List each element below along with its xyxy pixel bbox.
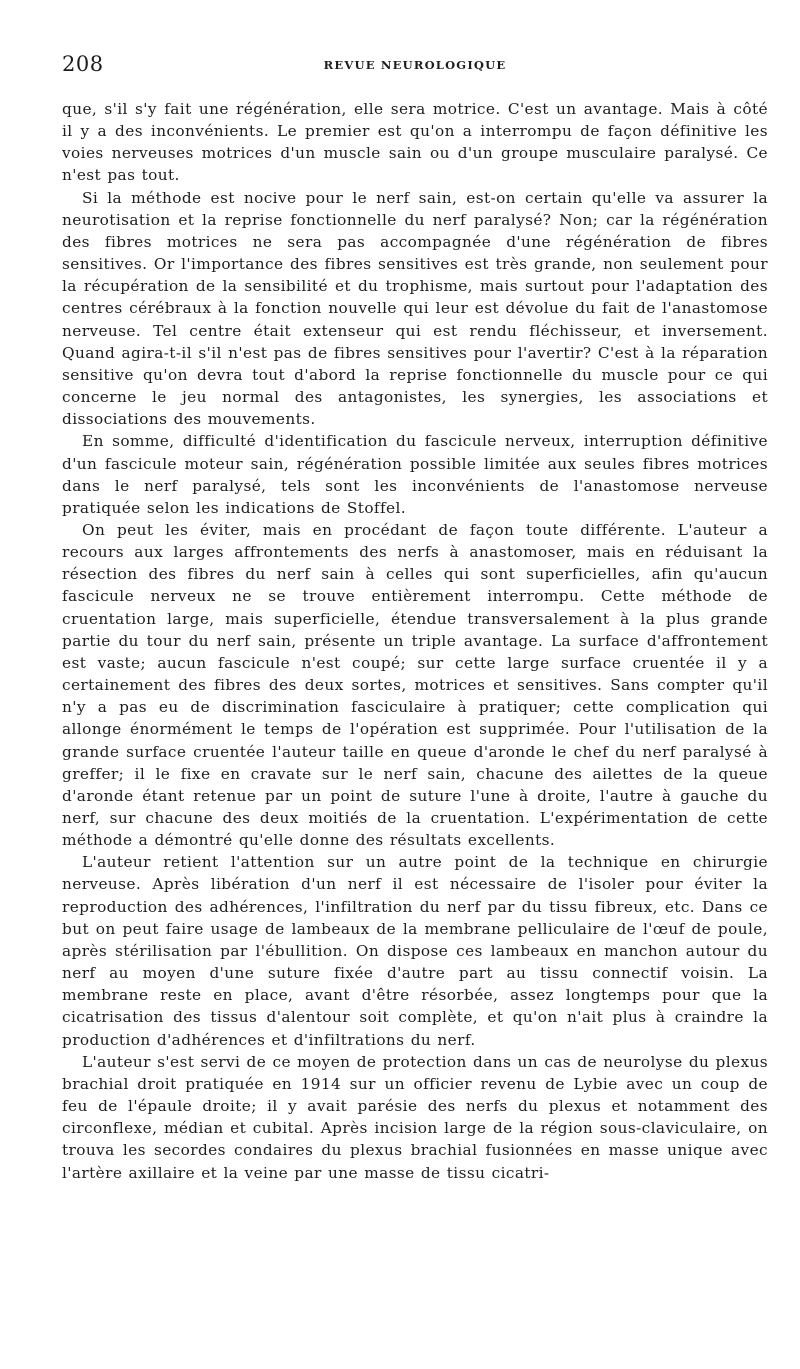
paragraph: L'auteur s'est servi de ce moyen de protection dans un cas de neurolyse du plexus brachial droit pratiquée en 1914 sur un officier revenu de Lybie avec un coup de feu de l'épaule droite; il y avait parésie des nerfs du plexus et notamment des circonflexe, médian et cubital. Après incision large de la région sous-claviculaire, on trouva les secordes condaires du plexus brachial fusionnées en masse unique avec l'artère axillaire et la veine par une masse de tissu cicatri- <box>62 1052 768 1182</box>
paragraph-continued: que, s'il s'y fait une régénération, elle sera motrice. C'est un avantage. Mais à côté il y a des inconvénients. Le premier est qu'on a interrompu de façon définitive les voies nerveuses motrices d'un muscle sain ou d'un groupe musculaire paralysé. Ce n'est pas tout. <box>62 100 768 185</box>
running-title: REVUE NEUROLOGIQUE <box>323 58 507 72</box>
paragraph: Si la méthode est nocive pour le nerf sain, est-on certain qu'elle va assurer la neurotisation et la reprise fonctionnelle du nerf paralysé? Non; car la régénération des fibres motrices ne sera pas accompagnée d'une régénération de fibres sensitives. Or l'importance des fibres sensitives est très grande, non seulement pour la récupération de la sensibilité et du trophisme, mais surtout pour l'adaptation des centres cérébraux à la fonction nouvelle qui leur est dévolue du fait de l'anastomose nerveuse. Tel centre était extenseur qui est rendu fléchisseur, et inversement. Quand agira-t-il s'il n'est pas de fibres sensitives pour l'avertir? C'est à la réparation sensitive qu'on devra tout d'abord la reprise fonctionnelle du muscle pour ce qui concerne le jeu normal des antagonistes, les synergies, les associations et dissociations des mouvements. <box>62 188 768 429</box>
body-text <box>62 98 768 1184</box>
document-page <box>62 52 768 1352</box>
paragraph: L'auteur retient l'attention sur un autre point de la technique en chirurgie nerveuse. Après libération d'un nerf il est nécessaire de l'isoler pour éviter la reproduction des adhérences, l'infiltration du nerf par du tissu fibreux, etc. Dans ce but on peut faire usage de lambeaux de la membrane pelliculaire de l'œuf de poule, après stérilisation par l'ébullition. On dispose ces lambeaux en manchon autour du nerf au moyen d'une suture fixée d'autre part au tissu connectif voisin. La membrane reste en place, avant d'être résorbée, assez longtemps pour que la cicatrisation des tissus d'alentour soit complète, et qu'on n'ait plus à craindre la production d'adhérences et d'infiltrations du nerf. <box>62 853 768 1049</box>
page-number: 208 <box>62 52 104 76</box>
page-header <box>62 52 768 88</box>
paragraph: En somme, difficulté d'identification du fascicule nerveux, interruption définitive d'un fascicule moteur sain, régénération possible limitée aux seules fibres motrices dans le nerf paralysé, tels sont les inconvénients de l'anastomose nerveuse pratiquée selon les indications de Stoffel. <box>62 432 768 517</box>
paragraph: On peut les éviter, mais en procédant de façon toute différente. L'auteur a recours aux larges affrontements des nerfs à anastomoser, mais en réduisant la résection des fibres du nerf sain à celles qui sont superficielles, afin qu'aucun fascicule nerveux ne se trouve entièrement interrompu. Cette méthode de cruentation large, mais superficielle, étendue transversalement à la plus grande partie du tour du nerf sain, présente un triple avantage. La surface d'affrontement est vaste; aucun fascicule n'est coupé; sur cette large surface cruentée il y a certainement des fibres des deux sortes, motrices et sensitives. Sans compter qu'il n'y a pas eu de discrimination fasciculaire à pratiquer; cette complication qui allonge énormément le temps de l'opération est supprimée. Pour l'utilisation de la grande surface cruentée l'auteur taille en queue d'aronde le chef du nerf paralysé à greffer; il le fixe en cravate sur le nerf sain, chacune des ailettes de la queue d'aronde étant retenue par un point de suture l'une à droite, l'autre à gauche du nerf, sur chacune des deux moitiés de la cruentation. L'expérimentation de cette méthode a démontré qu'elle donne des résultats excellents. <box>62 520 768 850</box>
